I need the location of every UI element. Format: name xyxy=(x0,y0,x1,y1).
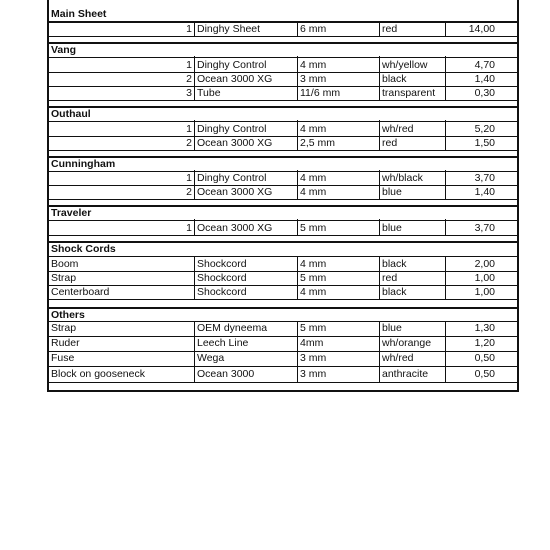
row-label: Block on gooseneck xyxy=(51,367,145,380)
product-name: Dinghy Control xyxy=(194,172,297,185)
diameter: 4 mm xyxy=(297,58,379,72)
diameter: 2,5 mm xyxy=(297,136,379,150)
product-name: Ocean 3000 xyxy=(194,366,297,382)
price: 4,70 xyxy=(445,58,517,72)
diameter: 5 mm xyxy=(297,271,379,285)
color: black xyxy=(379,285,445,299)
table-row xyxy=(49,221,517,235)
table-row xyxy=(49,136,517,150)
divider xyxy=(49,299,517,300)
color: wh/red xyxy=(379,351,445,366)
price: 0,50 xyxy=(445,366,517,382)
diameter: 4mm xyxy=(297,336,379,351)
row-label: Ruder xyxy=(51,337,80,350)
row-number: 1 xyxy=(186,58,192,71)
price: 14,00 xyxy=(445,22,517,36)
color: wh/yellow xyxy=(379,58,445,72)
table-row xyxy=(49,185,517,199)
color: black xyxy=(379,257,445,271)
color: blue xyxy=(379,185,445,199)
table-row xyxy=(49,22,517,36)
color: wh/black xyxy=(379,172,445,185)
price: 2,00 xyxy=(445,257,517,271)
section-title-traveler: Traveler xyxy=(51,207,92,219)
table-row xyxy=(49,321,517,336)
row-label: Boom xyxy=(51,257,79,270)
table-row xyxy=(49,58,517,72)
color: transparent xyxy=(379,86,445,100)
color: red xyxy=(379,136,445,150)
color: black xyxy=(379,72,445,86)
table-row xyxy=(49,86,517,100)
row-number: 1 xyxy=(186,22,192,35)
product-name: Leech Line xyxy=(194,336,297,351)
row-number: 1 xyxy=(186,221,192,234)
table-row xyxy=(49,271,517,285)
table-row xyxy=(49,172,517,185)
section-title-outhaul: Outhaul xyxy=(51,108,91,120)
price: 1,00 xyxy=(445,285,517,299)
product-name: Shockcord xyxy=(194,285,297,299)
product-name: Wega xyxy=(194,351,297,366)
section-title-main-sheet: Main Sheet xyxy=(51,8,107,20)
color: anthracite xyxy=(379,366,445,382)
product-name: Ocean 3000 XG xyxy=(194,136,297,150)
price: 1,30 xyxy=(445,321,517,336)
diameter: 11/6 mm xyxy=(297,86,379,100)
row-number: 2 xyxy=(186,185,192,198)
table-row xyxy=(49,257,517,271)
product-name: Ocean 3000 XG xyxy=(194,221,297,235)
row-number: 2 xyxy=(186,136,192,149)
color: blue xyxy=(379,221,445,235)
price: 3,70 xyxy=(445,172,517,185)
diameter: 4 mm xyxy=(297,122,379,136)
row-number: 1 xyxy=(186,172,192,185)
divider xyxy=(49,199,517,200)
product-name: Ocean 3000 XG xyxy=(194,185,297,199)
color: wh/red xyxy=(379,122,445,136)
table-row xyxy=(49,72,517,86)
diameter: 6 mm xyxy=(297,22,379,36)
color: wh/orange xyxy=(379,336,445,351)
product-name: Dinghy Control xyxy=(194,122,297,136)
price: 1,40 xyxy=(445,185,517,199)
table-row xyxy=(49,336,517,351)
divider xyxy=(49,100,517,101)
color: red xyxy=(379,271,445,285)
divider xyxy=(49,382,517,383)
table-row xyxy=(49,366,517,382)
row-label: Strap xyxy=(51,271,77,284)
diameter: 3 mm xyxy=(297,72,379,86)
price: 3,70 xyxy=(445,221,517,235)
section-title-cunningham: Cunningham xyxy=(51,158,116,170)
divider xyxy=(49,36,517,37)
diameter: 4 mm xyxy=(297,172,379,185)
section-title-others: Others xyxy=(51,309,85,321)
price: 5,20 xyxy=(445,122,517,136)
diameter: 3 mm xyxy=(297,351,379,366)
diameter: 3 mm xyxy=(297,366,379,382)
price: 0,50 xyxy=(445,351,517,366)
row-number: 3 xyxy=(186,86,192,99)
price: 1,00 xyxy=(445,271,517,285)
row-label: Fuse xyxy=(51,352,75,365)
product-name: OEM dyneema xyxy=(194,321,297,336)
diameter: 5 mm xyxy=(297,321,379,336)
diameter: 5 mm xyxy=(297,221,379,235)
diameter: 4 mm xyxy=(297,257,379,271)
row-number: 1 xyxy=(186,122,192,135)
product-name: Tube xyxy=(194,86,297,100)
price: 1,40 xyxy=(445,72,517,86)
rigging-parts-table xyxy=(47,0,519,392)
row-number: 2 xyxy=(186,72,192,85)
price: 0,30 xyxy=(445,86,517,100)
price: 1,50 xyxy=(445,136,517,150)
section-title-shock-cords: Shock Cords xyxy=(51,243,116,255)
color: blue xyxy=(379,321,445,336)
row-label: Centerboard xyxy=(51,285,110,298)
product-name: Dinghy Sheet xyxy=(194,22,297,36)
divider xyxy=(49,235,517,236)
table-row xyxy=(49,122,517,136)
product-name: Shockcord xyxy=(194,271,297,285)
product-name: Ocean 3000 XG xyxy=(194,72,297,86)
product-name: Dinghy Control xyxy=(194,58,297,72)
color: red xyxy=(379,22,445,36)
divider xyxy=(49,150,517,151)
row-label: Strap xyxy=(51,322,77,335)
diameter: 4 mm xyxy=(297,285,379,299)
table-row xyxy=(49,351,517,366)
section-title-vang: Vang xyxy=(51,44,77,56)
price: 1,20 xyxy=(445,336,517,351)
diameter: 4 mm xyxy=(297,185,379,199)
product-name: Shockcord xyxy=(194,257,297,271)
table-row xyxy=(49,285,517,299)
